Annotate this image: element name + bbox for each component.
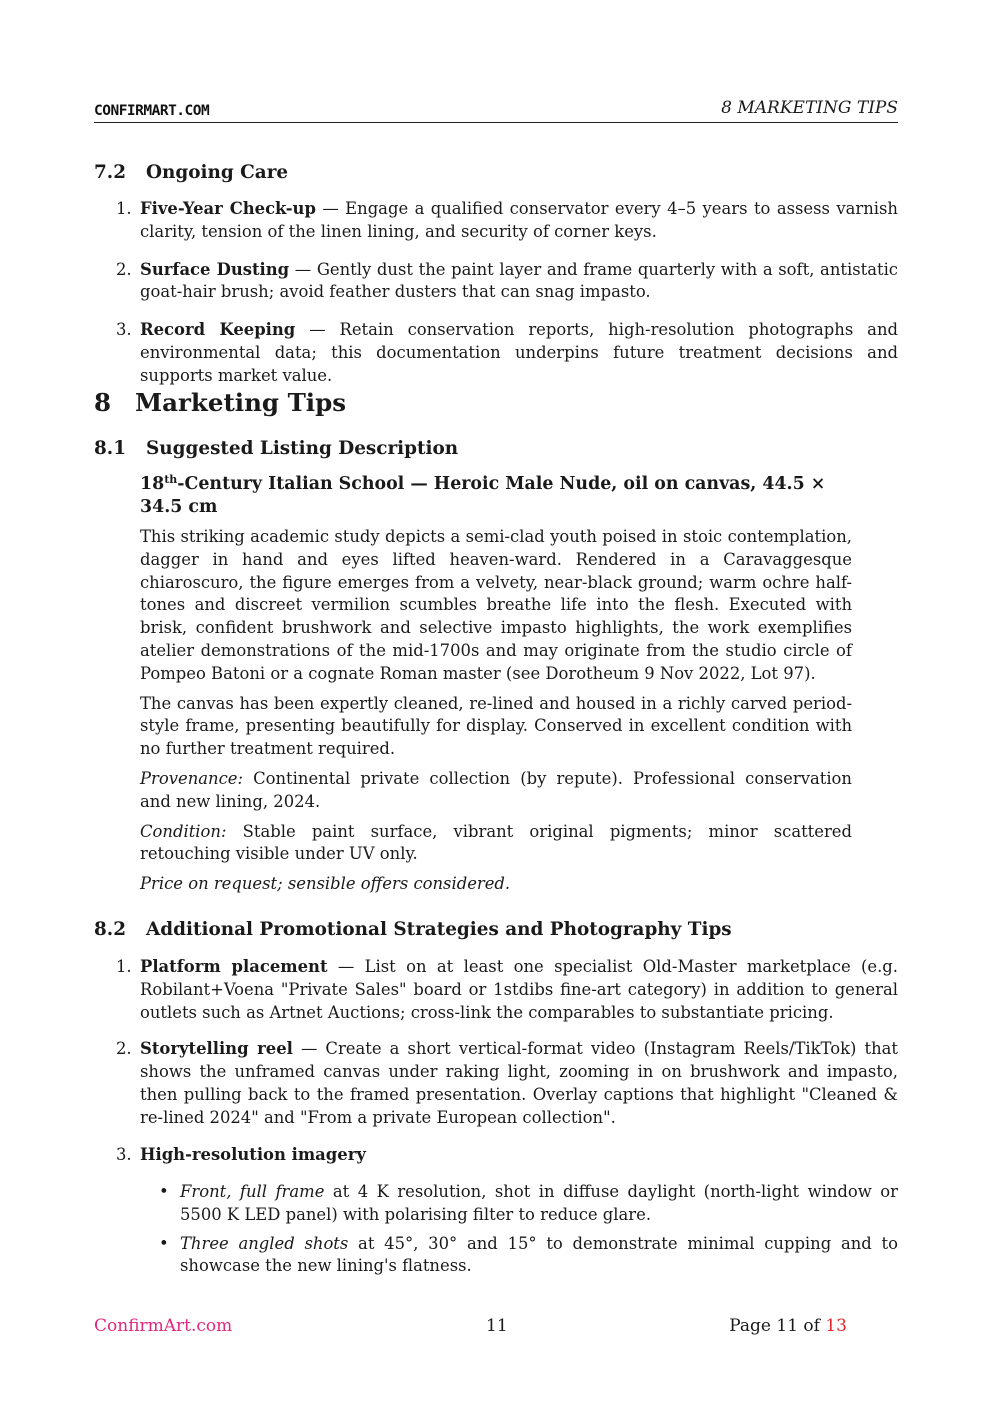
list-item — [94, 1038, 898, 1129]
section-number: 8 — [94, 388, 112, 417]
subsection-heading-7-2 — [94, 162, 288, 185]
footer-page-number: 11 — [486, 1316, 508, 1336]
provenance-text: Continental private collection (by repute). Professional conservation and new lining, 2024. — [140, 768, 852, 811]
list-marker: 3. — [116, 320, 132, 340]
footer-page-prefix: Page 11 of — [729, 1316, 826, 1336]
list-item — [94, 1144, 898, 1167]
listing-paragraph-1: This striking academic study depicts a semi-clad youth poised in stoic contemplation, dagger in hand and eyes lifted heaven-ward. Rendered in a Caravaggesque chiaroscuro, the figure emerges from a velvety, near-black ground; warm ochre half-tones and discreet vermilion scumbles breathe life into the flesh. Executed with brisk, confident brushwork and selective impasto highlights, the work exemplifies atelier demonstrations of the mid-1700s and may originate from the studio circle of Pompeo Batoni or a cognate Roman master (see Dorotheum 9 Nov 2022, Lot 97). — [140, 527, 852, 683]
bullet-text: at 4 K resolution, shot in diffuse daylight (north-light window or 5500 K LED panel) with polarising filter to reduce glare. — [180, 1182, 898, 1224]
list-item-text: — Gently dust the paint layer and frame quarterly with a soft, antistatic goat-hair brush; avoid feather dusters that can snag impasto. — [140, 259, 898, 302]
list-marker: 1. — [116, 957, 132, 976]
condition-label: Condition: — [140, 821, 227, 841]
list-item — [94, 319, 898, 387]
listing-description — [140, 473, 852, 896]
imagery-bullet-list — [140, 1181, 898, 1278]
list-item-text: — Create a short vertical-format video (Instagram Reels/TikTok) that shows the unframed canvas under raking light, zooming in on brushwork and impasto, then pulling back to the framed presentation. Overlay captions that highlight "Cleaned & re-lined 2024" and "From a private European collection". — [140, 1039, 898, 1127]
bullet-item — [140, 1233, 898, 1279]
list-item-text: — List on at least one specialist Old-Master marketplace (e.g. Robilant+Voena "Private Sales" board or 1stdibs fine-art category) in addition to general outlets such as Artnet Auctions; cross-link the comparables to substantiate pricing. — [140, 957, 898, 1022]
subsection-heading-8-2 — [94, 919, 732, 942]
listing-title-century: 18 — [140, 474, 165, 494]
provenance-label: Provenance: — [140, 768, 243, 788]
list-item — [94, 198, 898, 244]
header-rule — [94, 122, 898, 123]
subsection-title: Suggested Listing Description — [146, 438, 459, 459]
list-item-lead: High-resolution imagery — [140, 1144, 366, 1164]
price-note: Price on request; sensible offers considered. — [140, 874, 511, 894]
footer-page-count — [729, 1315, 847, 1338]
bullet-text: at 45°, 30° and 15° to demonstrate minimal cupping and to showcase the new lining's flatness. — [180, 1233, 898, 1276]
subsection-heading-8-1 — [94, 438, 458, 461]
listing-title — [140, 473, 852, 519]
list-item-text: — Retain conservation reports, high-resolution photographs and environmental data; this documentation underpins future treatment decisions and supports market value. — [140, 320, 898, 385]
list-item — [94, 956, 898, 1024]
condition-text: Stable paint surface, vibrant original pigments; minor scattered retouching visible under UV only. — [140, 821, 852, 864]
subsection-number: 7.2 — [94, 162, 126, 183]
header-logo: CONFIRMART.COM — [94, 103, 210, 119]
bullet-marker: • — [159, 1182, 169, 1201]
footer-page-total-link[interactable]: 13 — [825, 1316, 847, 1336]
section-title: Marketing Tips — [135, 388, 347, 417]
bullet-lead: Three angled shots — [180, 1233, 349, 1253]
provenance-paragraph — [140, 768, 852, 814]
list-item — [94, 259, 898, 305]
subsection-number: 8.2 — [94, 919, 126, 940]
list-item-lead: Record Keeping — [140, 320, 296, 340]
footer-site-link[interactable]: ConfirmArt.com — [94, 1316, 233, 1336]
listing-title-text: -Century Italian School — Heroic Male Nude, oil on canvas, 44.5 × 34.5 cm — [140, 474, 826, 517]
list-marker: 3. — [116, 1144, 132, 1164]
listing-paragraph-2: The canvas has been expertly cleaned, re-lined and housed in a richly carved period-style frame, presenting beautifully for display. Conserved in excellent condition with no further treatment required. — [140, 693, 852, 759]
bullet-item — [140, 1181, 898, 1227]
list-item-lead: Platform placement — [140, 957, 328, 976]
section-heading-8 — [94, 388, 347, 417]
ongoing-care-list — [94, 198, 898, 388]
list-item-text: — Engage a qualified conservator every 4–5 years to assess varnish clarity, tension of the linen lining, and security of corner keys. — [140, 199, 898, 241]
subsection-title: Additional Promotional Strategies and Photography Tips — [146, 919, 732, 940]
promotional-strategies-list — [94, 956, 898, 1166]
list-marker: 2. — [116, 259, 132, 279]
list-item-lead: Surface Dusting — [140, 259, 290, 279]
list-item-lead: Storytelling reel — [140, 1039, 293, 1059]
listing-title-superscript: th — [164, 473, 178, 486]
subsection-title: Ongoing Care — [146, 162, 289, 183]
header-section-title: 8 MARKETING TIPS — [721, 98, 898, 118]
subsection-number: 8.1 — [94, 438, 126, 459]
condition-paragraph — [140, 821, 852, 867]
bullet-marker: • — [159, 1233, 169, 1253]
bullet-lead: Front, full frame — [180, 1182, 325, 1201]
list-marker: 2. — [116, 1039, 132, 1059]
list-marker: 1. — [116, 199, 132, 218]
list-item-lead: Five-Year Check-up — [140, 199, 316, 218]
